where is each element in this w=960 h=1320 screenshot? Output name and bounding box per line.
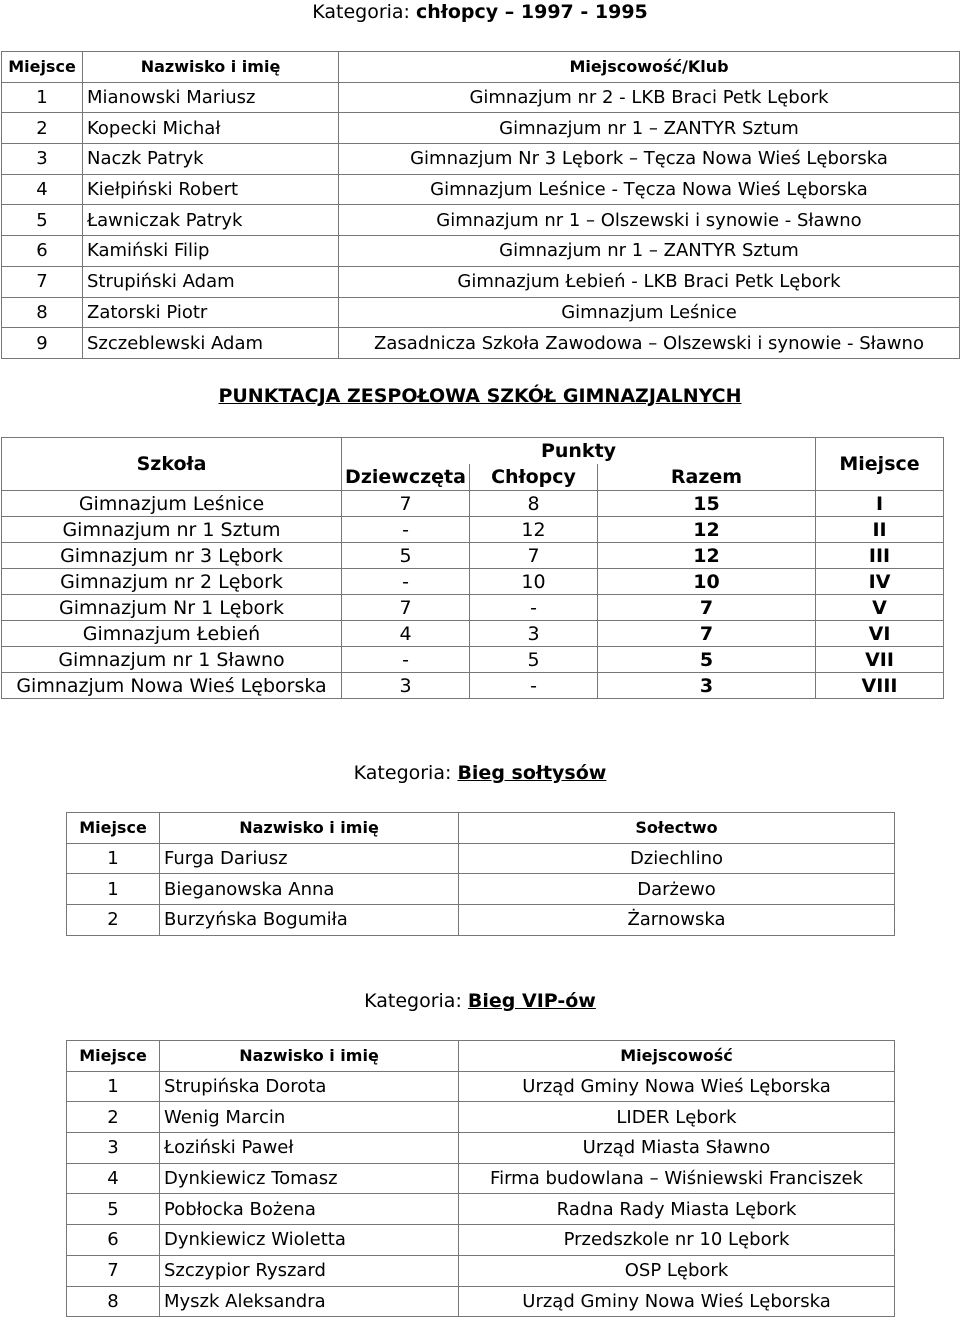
- table-cell: 3: [67, 1133, 160, 1164]
- table-cell: VIII: [816, 673, 944, 699]
- team-scoring-table: [1, 437, 944, 699]
- table-header-row: [67, 1041, 895, 1072]
- table-cell: 1: [67, 874, 160, 905]
- table-cell: IV: [816, 569, 944, 595]
- table-cell: 2: [67, 905, 160, 936]
- table-cell: Gimnazjum nr 2 Lębork: [2, 569, 342, 595]
- table-cell: II: [816, 517, 944, 543]
- table-cell: 2: [67, 1102, 160, 1133]
- table-cell: 3: [342, 673, 470, 699]
- table-cell: Gimnazjum nr 1 – ZANTYR Sztum: [339, 236, 960, 267]
- cat1-results-table: [1, 51, 960, 359]
- cat3-name: Bieg VIP-ów: [467, 990, 596, 1012]
- table-cell: 5: [470, 647, 598, 673]
- table-row: [67, 1133, 895, 1164]
- table-cell: -: [342, 569, 470, 595]
- table-cell: Dynkiewicz Wioletta: [160, 1225, 459, 1256]
- table-cell: Burzyńska Bogumiła: [160, 905, 459, 936]
- col-header-total: Razem: [598, 464, 816, 491]
- table-cell: 10: [470, 569, 598, 595]
- table-row: [67, 1286, 895, 1317]
- table-cell: LIDER Lębork: [459, 1102, 895, 1133]
- table-cell: 5: [2, 205, 83, 236]
- table-cell: 7: [67, 1255, 160, 1286]
- table-row: [2, 647, 944, 673]
- col-header-place: Miejsce: [67, 813, 160, 844]
- cat3-heading: [0, 990, 960, 1012]
- table-cell: 12: [598, 543, 816, 569]
- table-cell: 6: [2, 236, 83, 267]
- col-header-points: Punkty: [342, 438, 816, 465]
- table-row: [67, 1255, 895, 1286]
- table-row: [67, 874, 895, 905]
- table-cell: 8: [470, 491, 598, 517]
- col-header-club: Miejscowość/Klub: [339, 52, 960, 83]
- table-cell: Mianowski Mariusz: [83, 82, 339, 113]
- table-cell: V: [816, 595, 944, 621]
- table-cell: 3: [2, 144, 83, 175]
- table-cell: 7: [598, 621, 816, 647]
- cat3-results-table: [66, 1040, 895, 1317]
- table-cell: Gimnazjum Łebień - LKB Braci Petk Lębork: [339, 266, 960, 297]
- table-cell: 7: [2, 266, 83, 297]
- table-cell: -: [470, 595, 598, 621]
- table-cell: Firma budowlana – Wiśniewski Franciszek: [459, 1163, 895, 1194]
- col-header-name: Nazwisko i imię: [83, 52, 339, 83]
- col-header-town: Miejscowość: [459, 1041, 895, 1072]
- team-header-row-1: [2, 438, 944, 465]
- table-row: [67, 1194, 895, 1225]
- table-cell: Myszk Aleksandra: [160, 1286, 459, 1317]
- table-row: [67, 843, 895, 874]
- table-cell: Gimnazjum Leśnice - Tęcza Nowa Wieś Lęborska: [339, 174, 960, 205]
- table-cell: 7: [470, 543, 598, 569]
- table-cell: OSP Lębork: [459, 1255, 895, 1286]
- table-row: [2, 113, 960, 144]
- table-cell: 4: [2, 174, 83, 205]
- table-cell: Gimnazjum nr 1 – Olszewski i synowie - Sławno: [339, 205, 960, 236]
- table-cell: Żarnowska: [459, 905, 895, 936]
- table-cell: Gimnazjum nr 1 Sławno: [2, 647, 342, 673]
- table-cell: Gimnazjum nr 1 Sztum: [2, 517, 342, 543]
- table-row: [2, 543, 944, 569]
- table-cell: 8: [67, 1286, 160, 1317]
- team-body: [2, 491, 944, 699]
- table-cell: -: [342, 517, 470, 543]
- cat3-body: [67, 1071, 895, 1317]
- table-row: [2, 595, 944, 621]
- cat1-prefix: Kategoria:: [312, 1, 417, 23]
- cat1-body: [2, 82, 960, 358]
- table-cell: 8: [2, 297, 83, 328]
- table-cell: Kiełpiński Robert: [83, 174, 339, 205]
- table-row: [2, 266, 960, 297]
- table-cell: Darżewo: [459, 874, 895, 905]
- table-cell: Zasadnicza Szkoła Zawodowa – Olszewski i synowie - Sławno: [339, 328, 960, 359]
- table-cell: Pobłocka Bożena: [160, 1194, 459, 1225]
- table-cell: III: [816, 543, 944, 569]
- table-cell: Zatorski Piotr: [83, 297, 339, 328]
- table-cell: Przedszkole nr 10 Lębork: [459, 1225, 895, 1256]
- table-cell: Gimnazjum Leśnice: [2, 491, 342, 517]
- table-cell: 15: [598, 491, 816, 517]
- table-cell: -: [342, 647, 470, 673]
- table-header-row: [67, 813, 895, 844]
- table-row: [2, 517, 944, 543]
- table-cell: Strupińska Dorota: [160, 1071, 459, 1102]
- table-row: [2, 205, 960, 236]
- table-cell: 5: [67, 1194, 160, 1225]
- table-cell: Gimnazjum Nowa Wieś Lęborska: [2, 673, 342, 699]
- table-cell: 6: [67, 1225, 160, 1256]
- team-scoring-title: PUNKTACJA ZESPOŁOWA SZKÓŁ GIMNAZJALNYCH: [218, 385, 742, 407]
- table-header-row: [2, 52, 960, 83]
- table-row: [67, 1102, 895, 1133]
- table-cell: 7: [598, 595, 816, 621]
- table-row: [67, 1225, 895, 1256]
- table-cell: Furga Dariusz: [160, 843, 459, 874]
- table-cell: Gimnazjum Łebień: [2, 621, 342, 647]
- table-cell: Gimnazjum Nr 3 Lębork – Tęcza Nowa Wieś Lęborska: [339, 144, 960, 175]
- cat2-prefix: Kategoria:: [353, 762, 458, 784]
- table-cell: Kamiński Filip: [83, 236, 339, 267]
- col-header-place: Miejsce: [2, 52, 83, 83]
- table-cell: VI: [816, 621, 944, 647]
- table-row: [2, 621, 944, 647]
- table-cell: Urząd Gminy Nowa Wieś Lęborska: [459, 1071, 895, 1102]
- table-cell: 12: [470, 517, 598, 543]
- table-cell: 1: [2, 82, 83, 113]
- table-cell: VII: [816, 647, 944, 673]
- table-cell: I: [816, 491, 944, 517]
- table-cell: Urząd Gminy Nowa Wieś Lęborska: [459, 1286, 895, 1317]
- table-cell: Gimnazjum nr 3 Lębork: [2, 543, 342, 569]
- table-cell: 4: [67, 1163, 160, 1194]
- table-cell: -: [470, 673, 598, 699]
- table-cell: 12: [598, 517, 816, 543]
- table-cell: 10: [598, 569, 816, 595]
- table-cell: Szczeblewski Adam: [83, 328, 339, 359]
- table-cell: 1: [67, 1071, 160, 1102]
- table-cell: Naczk Patryk: [83, 144, 339, 175]
- col-header-girls: Dziewczęta: [342, 464, 470, 491]
- table-row: [2, 673, 944, 699]
- table-cell: Gimnazjum nr 2 - LKB Braci Petk Lębork: [339, 82, 960, 113]
- cat2-body: [67, 843, 895, 935]
- table-cell: Bieganowska Anna: [160, 874, 459, 905]
- table-row: [2, 569, 944, 595]
- cat3-prefix: Kategoria:: [364, 990, 468, 1012]
- table-row: [67, 905, 895, 936]
- table-cell: Gimnazjum Nr 1 Lębork: [2, 595, 342, 621]
- cat2-name: Bieg sołtysów: [457, 762, 607, 784]
- table-row: [2, 174, 960, 205]
- table-row: [67, 1163, 895, 1194]
- table-cell: 1: [67, 843, 160, 874]
- table-cell: Łoziński Paweł: [160, 1133, 459, 1164]
- table-cell: 4: [342, 621, 470, 647]
- table-row: [67, 1071, 895, 1102]
- col-header-name: Nazwisko i imię: [160, 1041, 459, 1072]
- cat1-name: chłopcy – 1997 - 1995: [416, 1, 648, 23]
- col-header-boys: Chłopcy: [470, 464, 598, 491]
- table-row: [2, 144, 960, 175]
- col-header-village: Sołectwo: [459, 813, 895, 844]
- table-cell: Urząd Miasta Sławno: [459, 1133, 895, 1164]
- table-cell: Radna Rady Miasta Lębork: [459, 1194, 895, 1225]
- cat2-heading: [0, 762, 960, 784]
- col-header-place: Miejsce: [67, 1041, 160, 1072]
- table-cell: Strupiński Adam: [83, 266, 339, 297]
- table-cell: 5: [598, 647, 816, 673]
- table-cell: 9: [2, 328, 83, 359]
- col-header-team-place: Miejsce: [816, 438, 944, 491]
- table-cell: Gimnazjum Leśnice: [339, 297, 960, 328]
- table-row: [2, 491, 944, 517]
- table-cell: 3: [470, 621, 598, 647]
- table-cell: 5: [342, 543, 470, 569]
- table-cell: 3: [598, 673, 816, 699]
- table-cell: 7: [342, 595, 470, 621]
- table-cell: Gimnazjum nr 1 – ZANTYR Sztum: [339, 113, 960, 144]
- table-row: [2, 82, 960, 113]
- table-row: [2, 297, 960, 328]
- cat2-results-table: [66, 812, 895, 936]
- cat1-heading: [0, 1, 960, 23]
- table-cell: Dynkiewicz Tomasz: [160, 1163, 459, 1194]
- table-cell: 7: [342, 491, 470, 517]
- table-row: [2, 236, 960, 267]
- table-cell: Szczypior Ryszard: [160, 1255, 459, 1286]
- col-header-school: Szkoła: [2, 438, 342, 491]
- col-header-name: Nazwisko i imię: [160, 813, 459, 844]
- table-cell: Ławniczak Patryk: [83, 205, 339, 236]
- table-cell: Kopecki Michał: [83, 113, 339, 144]
- table-cell: 2: [2, 113, 83, 144]
- table-cell: Wenig Marcin: [160, 1102, 459, 1133]
- table-cell: Dziechlino: [459, 843, 895, 874]
- table-row: [2, 328, 960, 359]
